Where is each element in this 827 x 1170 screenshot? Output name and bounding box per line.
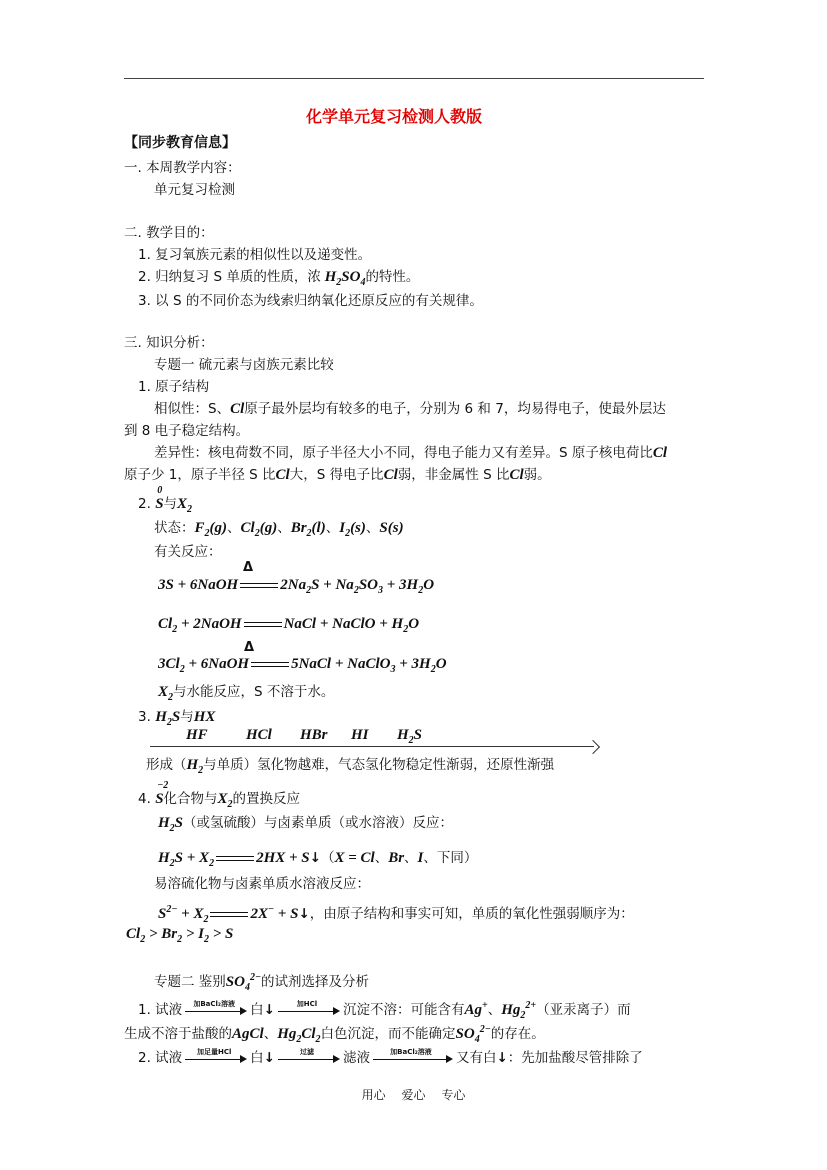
p2-state: 状态：$F_2(g)$、$Cl_2(g)$、$Br_2(l)$、$I_2(s)$、S(s) — [154, 520, 404, 539]
s2-item-2: 2. 归纳复习 S 单质的性质，浓 $H_2SO_4$的特性。 — [138, 269, 420, 288]
topic2: 专题二 鉴别$SO_4^{2-}$的试剂选择及分析 — [154, 972, 370, 993]
equation-5: $S^{2-} + X_2$ 2X− + S↓，由原子结构和事实可知，单质的氧化性强弱顺序为： — [158, 904, 634, 925]
s2-item-1: 1. 复习氧族元素的相似性以及递变性。 — [138, 247, 372, 263]
p4-head: 4. −2 S化合物与$X_2$的置换反应 — [138, 780, 301, 810]
footer-item: 用心 — [361, 1088, 386, 1102]
p4-line2: $H_2S$（或氢硫酸）与卤素单质（或水溶液）反应： — [158, 815, 454, 834]
p1-head: 1. 原子结构 — [138, 379, 210, 395]
p3-text: 形成（$H_2$与单质）氢化物越难，气态氢化物稳定性渐弱，还原性渐强 — [146, 757, 555, 776]
p3-series-hcl: HCl — [246, 727, 272, 743]
equation-3: $3Cl_2$ + 6NaOH 5NaCl + NaClO$_3$ + $3H_2O$ — [158, 656, 447, 675]
trend-arrow — [150, 742, 600, 752]
s2-heading: 二. 教学目的： — [124, 225, 214, 241]
reaction-arrow-5: 加BaCl₂溶液 — [373, 1051, 453, 1065]
p3-series-h2s: $H_2S$ — [397, 727, 423, 746]
p1-line1: 相似性：S、Cl原子最外层均有较多的电子，分别为 6 和 7，均易得电子，使最外层达 — [154, 401, 666, 417]
equation-4: $H_2S + X_2$ 2HX + S↓（X = Cl、Br、I、下同） — [158, 850, 478, 869]
reaction-arrow-1: 加BaCl₂溶液 — [185, 1003, 247, 1017]
p3-series-hi: HI — [351, 727, 369, 743]
s1-heading: 一. 本周教学内容： — [124, 160, 241, 176]
s1-content: 单元复习检测 — [154, 182, 235, 198]
p1-line2: 到 8 电子稳定结构。 — [124, 423, 250, 439]
page-title: 化学单元复习检测人教版 — [306, 107, 483, 126]
footer-item: 爱心 — [401, 1088, 426, 1102]
t2-line1: 1. 试液 加BaCl₂溶液 白↓ 加HCl 沉淀不溶：可能含有Ag+、$Hg_2^{2+}$（亚汞离子）而 — [138, 1000, 631, 1021]
p4-line4: 易溶硫化物与卤素单质水溶液反应： — [154, 876, 370, 892]
equation-1: 3S + 6NaOH $2Na_2S + Na_2SO_3 + 3H_2O$ — [158, 577, 435, 596]
p3-series-hbr: HBr — [300, 727, 328, 743]
reaction-arrow-3: 加足量HCl — [185, 1051, 247, 1065]
p3-head: 3. $H_2S$与HX — [138, 709, 216, 728]
delta-mark-2: Δ — [244, 640, 255, 655]
oxidation-order: $Cl_2 > Br_2 > I_2 > S$ — [126, 926, 234, 945]
p3-series-hf: HF — [186, 727, 208, 743]
s2-item-3: 3. 以 S 的不同价态为线索归纳氧化还原反应的有关规律。 — [138, 293, 483, 309]
section-header: 【同步教育信息】 — [124, 135, 236, 151]
p2-head: 2. 0 S与$X_2$ — [138, 485, 193, 515]
t2-line2: 生成不溶于盐酸的AgCl、$Hg_2Cl_2$白色沉淀，而不能确定$SO_4^{2-}$的存在。 — [124, 1024, 545, 1045]
s3-heading: 三. 知识分析： — [124, 335, 214, 351]
page-footer — [0, 1086, 827, 1103]
t2-line3: 2. 试液 加足量HCl 白↓ 过滤 滤液 加BaCl₂溶液 又有白↓：先加盐酸尽管排除了 — [138, 1048, 643, 1066]
p1-line3: 差异性：核电荷数不同，原子半径大小不同，得电子能力又有差异。S 原子核电荷比Cl — [154, 445, 668, 461]
p2-related: 有关反应： — [154, 544, 222, 560]
equation-2: $Cl_2$ + 2NaOH NaCl + NaClO + $H_2O$ — [158, 616, 420, 635]
reaction-arrow-4: 过滤 — [278, 1051, 340, 1065]
reaction-arrow-2: 加HCl — [278, 1003, 340, 1017]
delta-mark-1: Δ — [243, 560, 254, 575]
header-rule — [124, 78, 704, 79]
p2-water: $X_2$与水能反应，S 不溶于水。 — [158, 684, 335, 703]
p1-line4: 原子少 1，原子半径 S 比Cl大，S 得电子比Cl弱，非金属性 S 比Cl弱。 — [124, 467, 551, 483]
topic1: 专题一 硫元素与卤族元素比较 — [154, 357, 334, 373]
footer-item: 专心 — [441, 1088, 466, 1102]
